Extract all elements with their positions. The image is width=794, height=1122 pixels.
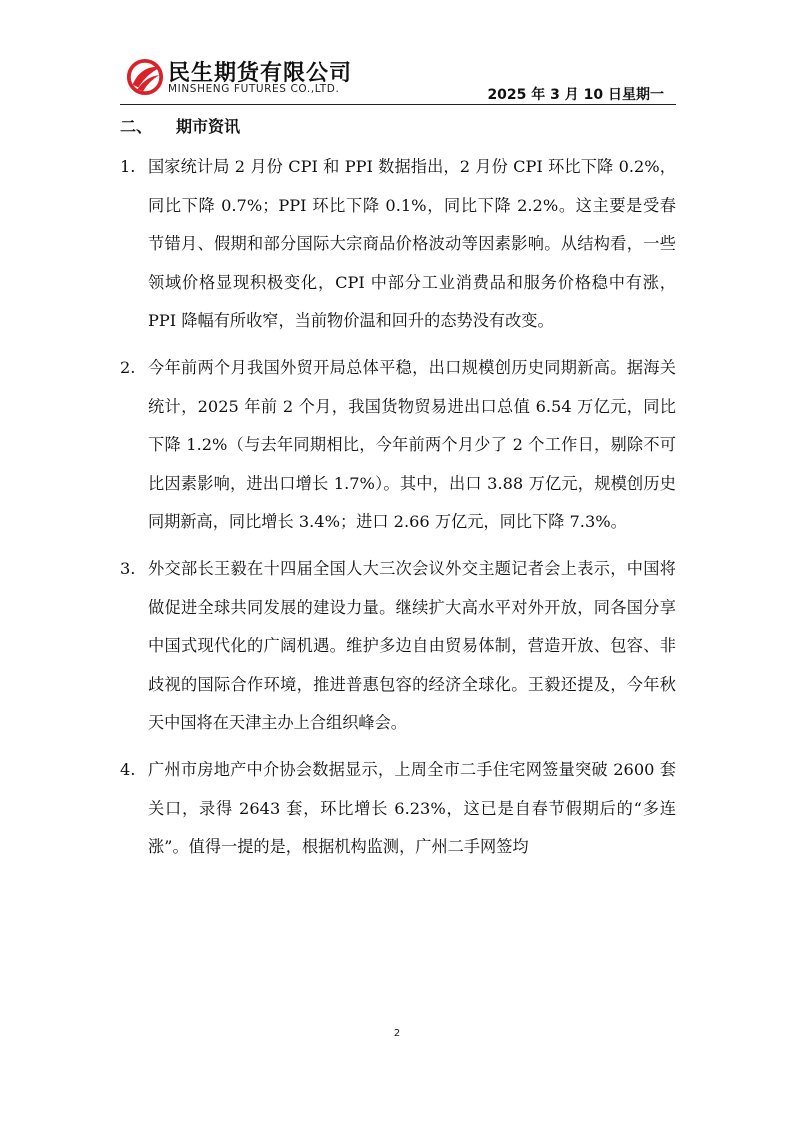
- page-header: [120, 52, 676, 104]
- news-item-index: 3.: [120, 558, 136, 578]
- section-title: 期市资讯: [176, 117, 241, 136]
- news-item: [120, 148, 680, 341]
- section-number: 二、: [120, 117, 153, 136]
- news-item: [120, 751, 680, 867]
- news-item-index: 2.: [120, 357, 136, 377]
- news-item-index: 4.: [120, 759, 136, 779]
- news-item-text: 外交部长王毅在十四届全国人大三次会议外交主题记者会上表示，中国将做促进全球共同发展的建设力量。继续扩大高水平对外开放，同各国分享中国式现代化的广阔机遇。维护多边自由贸易体制，营造开放、包容、非歧视的国际合作环境，推进普惠包容的经济全球化。王毅还提及，今年秋天中国将在天津主办上合组织峰会。: [148, 558, 676, 733]
- news-item: [120, 550, 680, 743]
- news-list: [120, 148, 680, 875]
- news-item-text: 国家统计局 2 月份 CPI 和 PPI 数据指出，2 月份 CPI 环比下降 0.2%，同比下降 0.7%；PPI 环比下降 0.1%，同比下降 2.2%。这主要是受春节错月、假期和部分国际大宗商品价格波动等因素影响。从结构看，一些领域价格显现积极变化，CPI 中部分工业消费品和服务价格稳中有涨，PPI 降幅有所收窄，当前物价温和回升的态势没有改变。: [148, 157, 676, 331]
- news-item: [120, 349, 680, 542]
- news-item-text: 今年前两个月我国外贸开局总体平稳，出口规模创历史同期新高。据海关统计，2025 年前 2 个月，我国货物贸易进出口总值 6.54 万亿元，同比下降 1.2%（与去年同期相比，今年前两个月少了 2 个工作日，剔除不可比因素影响，进出口增长 1.7%）。其中，出口 3.88 万亿元，规模创历史同期新高，同比增长 3.4%；进口 2.66 万亿元，同比下降 7.3%。: [148, 357, 676, 532]
- section-heading: [120, 114, 240, 137]
- company-name-en: MINSHENG FUTURES CO.,LTD.: [168, 83, 340, 95]
- news-item-index: 1.: [120, 157, 136, 176]
- news-item-text: 广州市房地产中介协会数据显示，上周全市二手住宅网签量突破 2600 套关口，录得 2643 套，环比增长 6.23%，这已是自春节假期后的“多连涨”。值得一提的是，根据机构监测，广州二手网签均: [148, 759, 676, 857]
- company-name-cn: 民生期货有限公司: [168, 61, 353, 86]
- minsheng-logo-icon: [126, 58, 164, 96]
- report-date: 2025 年 3 月 10 日星期一: [487, 87, 664, 103]
- header-rule: [120, 104, 676, 105]
- page-number: 2: [393, 1028, 401, 1039]
